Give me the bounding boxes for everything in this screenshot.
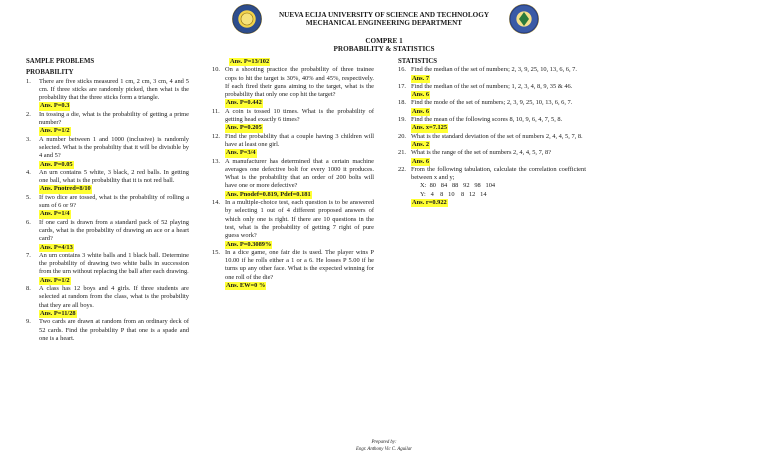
column-probability-left [26, 58, 189, 343]
problem-item [398, 83, 586, 91]
column-statistics [398, 58, 586, 207]
answer-highlight: Ans. Pnotred=8/10 [40, 185, 91, 193]
answer-highlight: Ans. x=7.125 [412, 124, 448, 132]
problem-text: Two cards are drawn at random from an ordinary deck of 52 cards. Find the probability P that one is a spade and one is a heart. [39, 318, 189, 342]
problem-text: There are five sticks measured 1 cm, 2 cm, 3 cm, 4 and 5 cm. If three sticks are randomly picked, then what is the probability that the three sticks form a triangle. [39, 77, 189, 102]
answer-highlight: Ans. 6 [412, 157, 430, 165]
problem-number: 2. [26, 110, 31, 118]
course-title: COMPRE 1 [365, 37, 403, 45]
problem-item [398, 99, 586, 107]
problem-number: 9. [26, 318, 31, 326]
problem-item [398, 66, 586, 74]
problem-number: 17. [398, 82, 406, 90]
answer-highlight: Ans. P=0.3089% [226, 240, 272, 248]
problem-number: 16. [398, 66, 406, 74]
problem-text: A coin is tossed 10 times. What is the probability of getting head exactly 6 times? [225, 107, 374, 124]
answer-highlight: Ans. P=1/2 [40, 127, 70, 135]
answer-highlight: Ans. Pnodef=0.819, Pdef=0.181 [226, 190, 311, 198]
problem-number: 15. [212, 248, 220, 256]
prepared-by-label: Prepared by: [371, 440, 397, 445]
problem-item [26, 78, 189, 103]
problem-number: 7. [26, 251, 31, 259]
answer-highlight: Ans. P=1/4 [40, 210, 70, 218]
problem-item [212, 158, 374, 191]
problem-text: What is the range of the set of numbers 2, 4, 4, 5, 7, 8? [411, 149, 552, 157]
table-row-y: Y: 4 8 10 8 12 14 [420, 190, 487, 198]
answer-highlight: Ans. P=13/102 [230, 58, 270, 65]
problem-item [212, 249, 374, 282]
problem-item [26, 169, 189, 186]
problem-number: 11. [212, 107, 220, 115]
problem-item [398, 166, 586, 183]
problem-list [26, 78, 189, 344]
problem-text: A manufacturer has determined that a certain machine averages one defective bolt for every 1000 it produces. What is the probability that an order of 200 bolts will have one or more defective? [225, 157, 374, 190]
problem-number: 8. [26, 285, 31, 293]
problem-item [26, 194, 189, 211]
problem-text: If two dice are tossed, what is the probability of rolling a sum of 6 or 9? [39, 193, 189, 210]
problem-number: 10. [212, 66, 220, 74]
problem-number: 14. [212, 199, 220, 207]
subsection-heading: PROBABILITY [26, 69, 74, 77]
problem-list [212, 66, 374, 290]
problem-text: Find the median of the set of numbers; 2, 3, 9, 25, 10, 13, 6, 6, 7. [411, 66, 577, 74]
problem-text: From the following tabulation, calculate the correlation coefficient between x and y; [411, 165, 586, 182]
problem-number: 6. [26, 218, 31, 226]
problem-number: 12. [212, 132, 220, 140]
problem-item [398, 149, 586, 157]
problem-number: 22. [398, 165, 406, 173]
problem-number: 4. [26, 168, 31, 176]
answer-highlight: Ans. P=0.05 [40, 160, 73, 168]
answer-highlight: Ans. EW=0 % [226, 282, 266, 290]
problem-item [26, 136, 189, 161]
problem-text: On a shooting practice the probability of three trainee cops to hit the target is 30%, 40% and 45%, respectively. If each fired their guns aiming to the target, what is the probability that only one cop hit the target? [225, 66, 374, 99]
problem-item [212, 66, 374, 99]
problem-item [212, 108, 374, 125]
problem-item [26, 285, 189, 310]
answer-highlight: Ans. 6 [412, 107, 430, 115]
problem-number: 3. [26, 135, 31, 143]
answer-highlight: Ans. 2 [412, 140, 430, 148]
answer-highlight: Ans. P=3/4 [226, 149, 256, 157]
problem-number: 5. [26, 193, 31, 201]
answer-highlight: Ans. r=0.922 [412, 199, 447, 207]
problem-item [26, 111, 189, 128]
problem-item [398, 116, 586, 124]
problem-list [398, 66, 586, 182]
section-heading: STATISTICS [398, 58, 438, 65]
problem-number: 19. [398, 116, 406, 124]
author-name: Engr. Anthony Vic C. Aguilar [356, 447, 412, 452]
problem-number: 20. [398, 132, 406, 140]
problem-text: In a multiple-choice test, each question is to be answered by selecting 1 out of 4 different proposed answers of which only one is right. If there are 10 questions in the test, what is the probability of getting 7 right of pure guess work? [225, 199, 374, 240]
problem-item [212, 133, 374, 150]
problem-text: A class has 12 boys and 4 girls. If three students are selected at random from the class, what is the probability that they are all boys. [39, 285, 189, 309]
problem-text: A number between 1 and 1000 (inclusive) is randomly selected. What is the probability that it will be divisible by 4 and 5? [39, 135, 189, 160]
problem-text: Find the mode of the set of numbers; 2, 3, 9, 25, 10, 13, 6, 6, 7. [411, 99, 573, 107]
answer-highlight: Ans. P=4/13 [40, 243, 73, 251]
answer-highlight: Ans. 7 [412, 74, 430, 82]
problem-text: An urn contains 3 white balls and 1 black ball. Determine the probability of drawing two white balls in succession from the urn without replacing the ball after each drawing. [39, 251, 189, 276]
problem-text: In a dice game, one fair die is used. The player wins P 10.00 if he rolls either a 1 or a 6. He losses P 5.00 if he turns up any other face. What is the expected winning for one roll of the die? [225, 248, 374, 281]
answer-highlight: Ans. P=0.3 [40, 102, 70, 110]
column-probability-middle [212, 58, 374, 290]
answer-highlight: Ans. P=0.205 [226, 124, 262, 132]
problem-number: 21. [398, 149, 406, 157]
answer-highlight: Ans. P=11/28 [40, 309, 76, 317]
answer-highlight: Ans. 6 [412, 91, 430, 99]
problem-item [26, 252, 189, 277]
problem-number: 13. [212, 157, 220, 165]
table-row-x: X: 80 84 88 92 98 104 [420, 182, 496, 190]
answer-highlight: Ans. P=1/2 [40, 276, 70, 284]
problem-text: An urn contains 5 white, 3 black, 2 red balls. In getting one ball, what is the probability that it is not red ball. [39, 168, 189, 185]
subject-title: PROBABILITY & STATISTICS [333, 45, 435, 53]
problem-text: Find the mean of the following scores 8, 10, 9, 6, 4, 7, 5, 8. [411, 116, 563, 124]
answer-highlight: Ans. P=0.442 [226, 99, 262, 107]
university-name: NUEVA ECIJA UNIVERSITY OF SCIENCE AND TECHNOLOGY [278, 11, 490, 19]
problem-text: In tossing a die, what is the probability of getting a prime number? [39, 110, 189, 127]
problem-number: 1. [26, 77, 31, 85]
department-name: MECHANICAL ENGINEERING DEPARTMENT [305, 19, 463, 27]
section-heading: SAMPLE PROBLEMS [26, 58, 95, 65]
problem-text: What is the standard deviation of the set of numbers 2, 4, 4, 5, 7, 8. [411, 132, 583, 140]
problem-item [26, 219, 189, 244]
problem-item [212, 199, 374, 240]
problem-text: Find the median of the set of numbers; 1, 2, 3, 4, 8, 9, 35 & 46. [411, 82, 573, 90]
problem-number: 18. [398, 99, 406, 107]
problem-text: If one card is drawn from a standard pack of 52 playing cards, what is the probability of drawing an ace or a heart card? [39, 218, 189, 243]
problem-item [398, 133, 586, 141]
problem-item [26, 318, 189, 343]
problem-text: Find the probability that a couple having 3 children will have at least one girl. [225, 132, 374, 148]
